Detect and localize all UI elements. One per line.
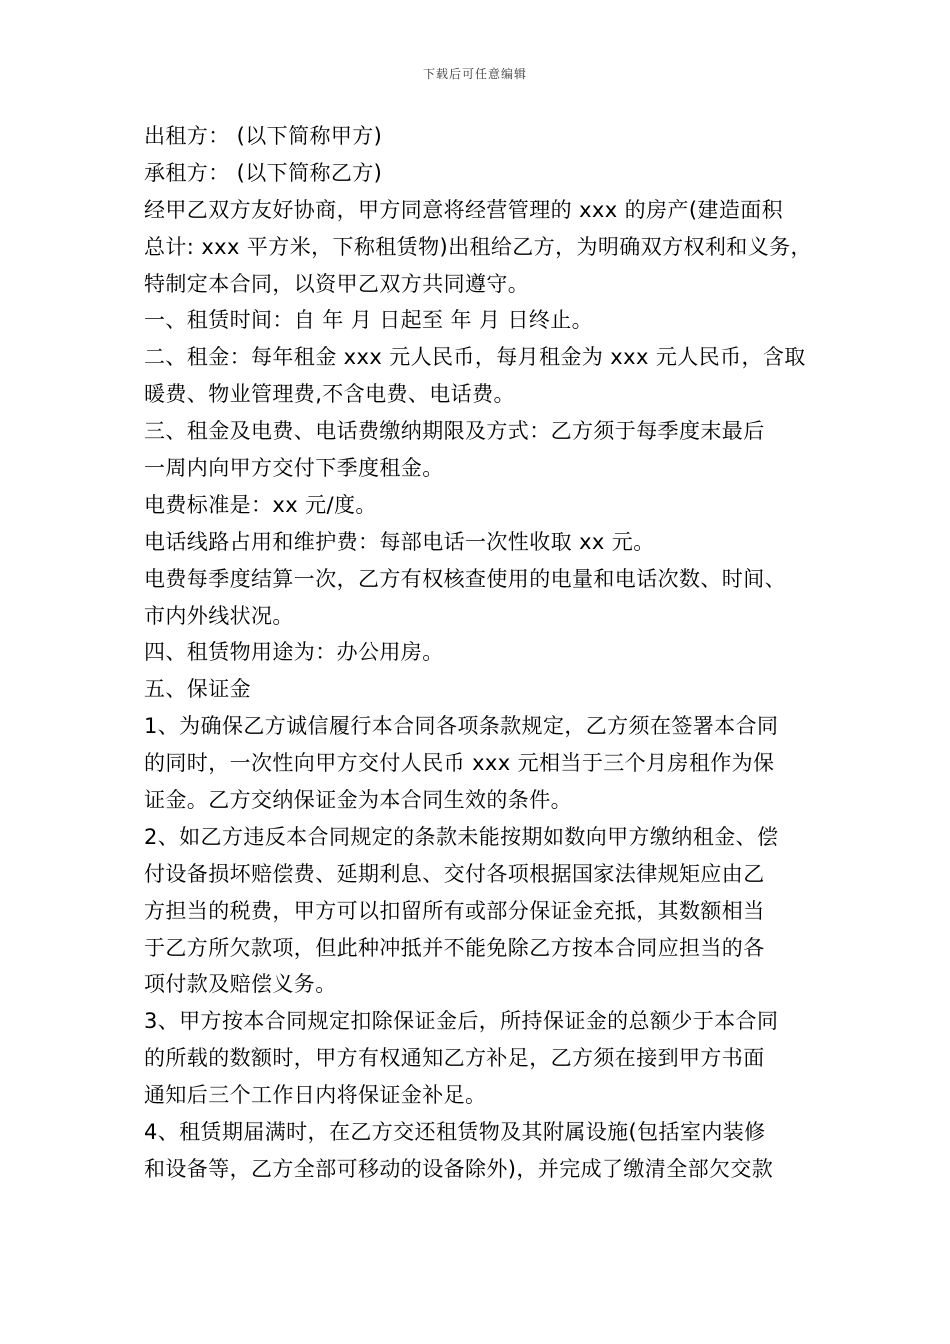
text-line: 项付款及赔偿义务。 [144,972,337,997]
text-line: 和设备等，乙方全部可移动的设备除外)，并完成了缴清全部欠交款 [144,1156,774,1181]
text-line: 四、租赁物用途为：办公用房。 [144,640,444,665]
text-line: 出租方： (以下简称甲方) [144,124,383,148]
text-line: 2、如乙方违反本合同规定的条款未能按期如数向甲方缴纳租金、偿 [144,824,779,849]
header-note: 下载后可任意编辑 [422,67,527,81]
text-line: 五、保证金 [144,677,251,702]
text-line: 一、租赁时间：自 年 月 日起至 年 月 日终止。 [144,308,594,333]
text-line: 特制定本合同，以资甲乙双方共同遵守。 [144,271,530,296]
text-line: 方担当的税费，甲方可以扣留所有或部分保证金充抵，其数额相当 [144,898,765,923]
text-line: 通知后三个工作日内将保证金补足。 [144,1083,487,1108]
text-line: 三、租金及电费、电话费缴纳期限及方式：乙方须于每季度末最后 [144,419,765,444]
text-line: 市内外线状况。 [144,603,294,628]
text-line: 电费标准是：xx 元/度。 [144,492,377,517]
text-line: 1、为确保乙方诚信履行本合同各项条款规定，乙方须在签署本合同 [144,714,779,739]
text-line: 总计: xxx 平方米，下称租赁物)出租给乙方，为明确双方权利和义务， [144,234,812,259]
text-line: 的同时，一次性向甲方交付人民币 xxx 元相当于三个月房租作为保 [144,751,775,776]
text-line: 付设备损坏赔偿费、延期利息、交付各项根据国家法律规矩应由乙 [144,861,765,886]
text-line: 的所载的数额时，甲方有权通知乙方补足，乙方须在接到甲方书面 [144,1046,765,1071]
text-line: 二、租金：每年租金 xxx 元人民币，每月租金为 xxx 元人民币，含取 [144,345,806,370]
text-line: 4、租赁期届满时，在乙方交还租赁物及其附属设施(包括室内装修 [144,1120,766,1145]
text-line: 承租方： (以下简称乙方) [144,160,383,185]
text-line: 经甲乙双方友好协商，甲方同意将经营管理的 xxx 的房产(建造面积 [144,197,784,222]
text-line: 暖费、物业管理费,不含电费、电话费。 [144,382,515,407]
text-line: 一周内向甲方交付下季度租金。 [144,456,444,481]
text-line: 电话线路占用和维护费：每部电话一次性收取 xx 元。 [144,529,655,554]
text-line: 3、甲方按本合同规定扣除保证金后，所持保证金的总额少于本合同 [144,1009,779,1034]
text-line: 证金。乙方交纳保证金为本合同生效的条件。 [144,788,572,813]
text-line: 电费每季度结算一次，乙方有权核查使用的电量和电话次数、时间、 [144,566,786,591]
document-body [144,118,844,1188]
text-line: 于乙方所欠款项，但此种冲抵并不能免除乙方按本合同应担当的各 [144,935,765,960]
